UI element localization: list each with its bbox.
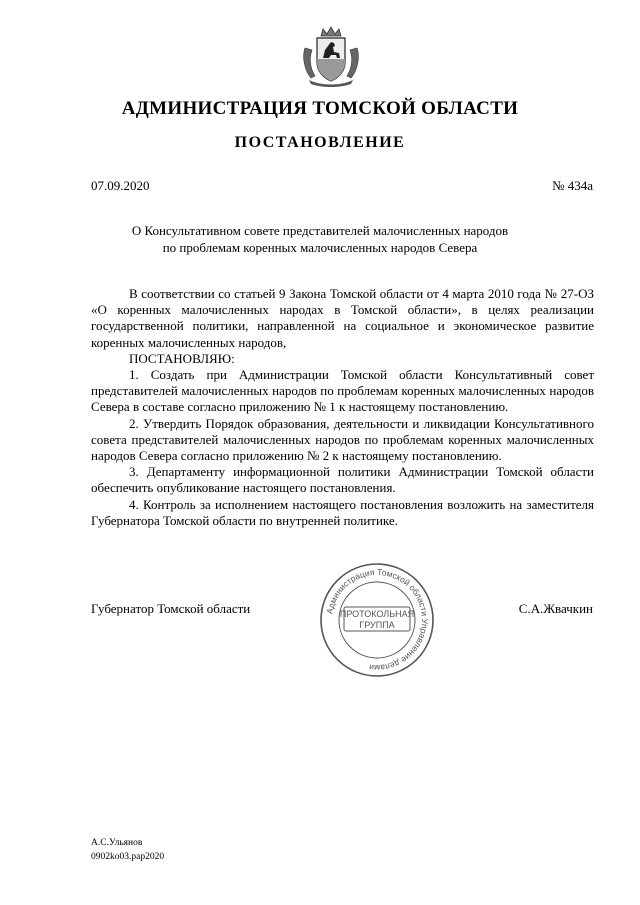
signer-title: Губернатор Томской области <box>91 601 251 616</box>
subject-line: О Консультативном совете представителей малочисленных народов <box>131 223 509 238</box>
decree-item: 3. Департаменту информационной политики Администрации Томской области обеспечить опубликование настоящего постановления. <box>91 464 594 496</box>
document-footer <box>91 836 164 864</box>
document-number: № 434а <box>552 178 593 193</box>
official-stamp <box>318 561 436 679</box>
document-subject <box>0 222 640 256</box>
signer-name: С.А.Жвачкин <box>518 601 593 616</box>
decree-item: 4. Контроль за исполнением настоящего постановления возложить на заместителя Губернатора Томской области по внутренней политике. <box>91 496 594 528</box>
decree-item: 2. Утвердить Порядок образования, деятельности и ликвидации Консультативного совета представителей малочисленных народов по проблемам коренных малочисленных народов Севера согласно приложению № 2 к настоящему постановлению. <box>91 415 594 464</box>
executor-name: А.С.Ульянов <box>91 838 143 848</box>
stamp-center-line1: ПРОТОКОЛЬНАЯ <box>339 609 415 619</box>
file-code: 0902ko03.pap2020 <box>91 852 165 862</box>
document-date: 07.09.2020 <box>91 178 150 193</box>
document-body <box>91 286 594 529</box>
stamp-center-line2: ГРУППА <box>359 620 395 630</box>
subject-line: по проблемам коренных малочисленных народов Севера <box>162 240 478 255</box>
organization-name: АДМИНИСТРАЦИЯ ТОМСКОЙ ОБЛАСТИ <box>121 98 519 119</box>
decree-word: ПОСТАНОВЛЯЮ: <box>129 350 235 366</box>
document-type: ПОСТАНОВЛЕНИЕ <box>234 134 406 151</box>
preamble-paragraph: В соответствии со статьей 9 Закона Томской области от 4 марта 2010 года № 27-ОЗ «О коренных малочисленных народах в Томской области», в целях реализации государственной политики, направленной на социальное и экономическое развитие коренных малочисленных народов, <box>91 286 594 350</box>
stamp-ring-text: Администрация Томской области Управление делами <box>324 566 431 674</box>
decree-item: 1. Создать при Администрации Томской области Консультативный совет представителей малочисленных народов по проблемам коренных малочисленных народов Севера в составе согласно приложению № 1 к настоящему постановлению. <box>91 367 594 415</box>
coat-of-arms-emblem <box>301 26 361 88</box>
